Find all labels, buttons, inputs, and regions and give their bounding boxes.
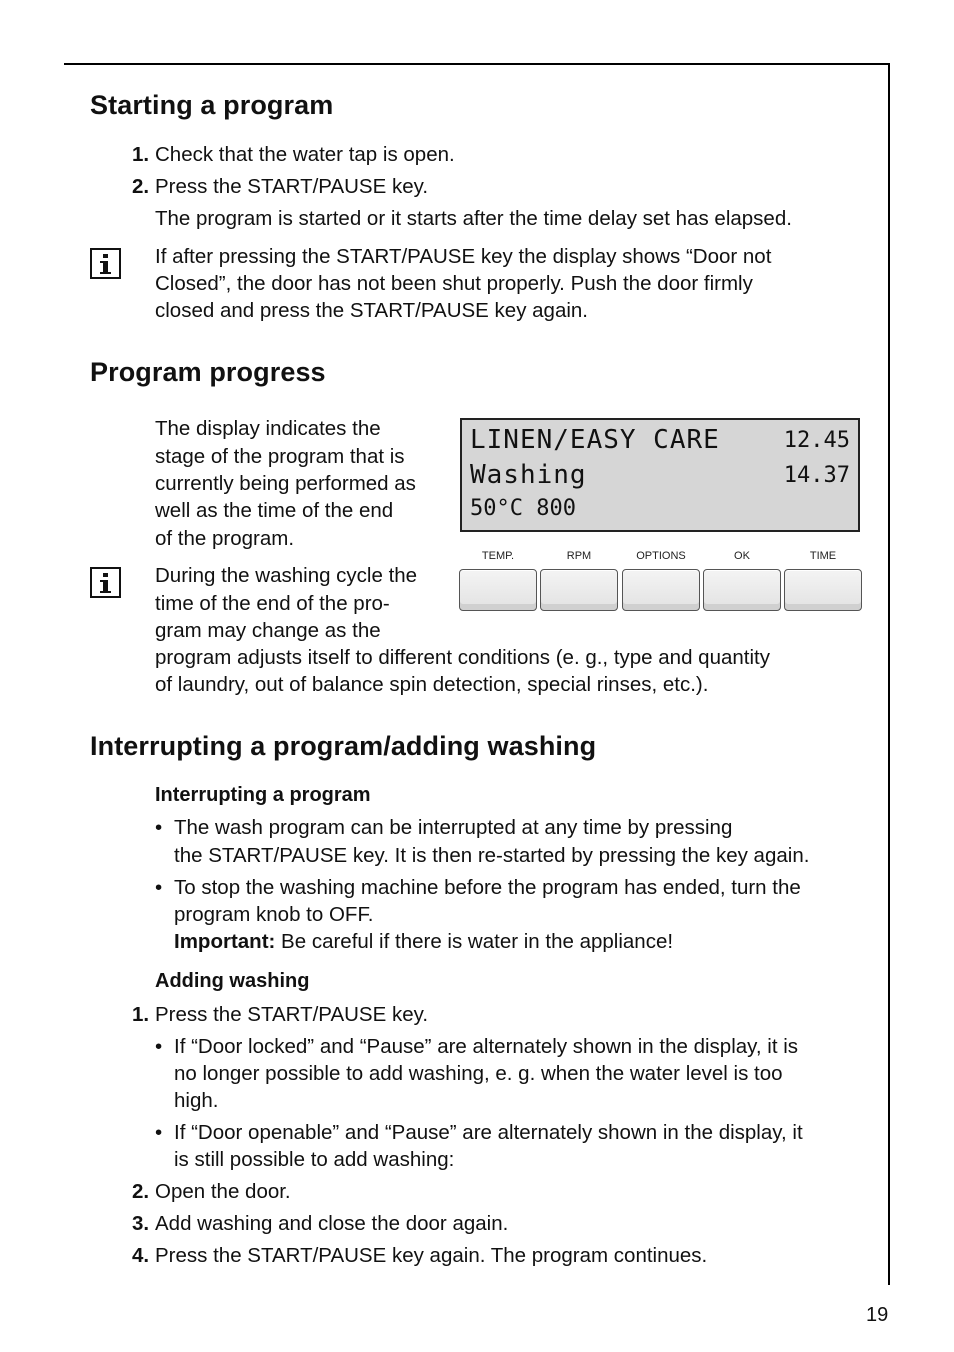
info-text-line: of laundry, out of balance spin detection, special rinses, etc.).	[155, 673, 709, 696]
display-stage: Washing	[470, 460, 587, 490]
info-icon	[90, 567, 121, 598]
heading-starting: Starting a program	[90, 90, 334, 120]
display-row-3: 50°C 800	[470, 496, 576, 521]
info-text-line: time of the end of the pro-	[155, 592, 390, 615]
key-label-time: TIME	[809, 550, 837, 562]
info-text-line: Closed”, the door has not been shut properly. Push the door firmly	[155, 272, 753, 295]
bullet-marker: •	[155, 816, 163, 839]
step-number: 2.	[132, 175, 150, 198]
page-number: 19	[866, 1304, 889, 1326]
display-row-1	[470, 425, 850, 455]
bullet-text-line: is still possible to add washing:	[174, 1148, 455, 1171]
display-program: LINEN/EASY CARE	[470, 425, 720, 455]
top-rule	[64, 63, 890, 65]
bullet-marker: •	[155, 876, 163, 899]
display-row-2	[470, 460, 850, 490]
bullet-text-line: high.	[174, 1089, 219, 1112]
progress-text-line: stage of the program that is	[155, 445, 405, 468]
rpm-key	[540, 569, 618, 611]
washer-display	[460, 418, 860, 532]
bullet-text-line: If “Door openable” and “Pause” are alternately shown in the display, it	[174, 1121, 803, 1144]
right-rule	[888, 63, 890, 1285]
info-text-line: gram may change as the	[155, 619, 381, 642]
bullet-marker: •	[155, 1035, 163, 1058]
bullet-text-line: If “Door locked” and “Pause” are alternately shown in the display, it is	[174, 1035, 799, 1058]
display-time-2: 14.37	[783, 463, 850, 488]
bullet-text-line: To stop the washing machine before the program has ended, turn the	[174, 876, 801, 899]
progress-text-line: well as the time of the end	[155, 499, 394, 522]
step-text: Check that the water tap is open.	[155, 143, 455, 166]
heading-interrupting: Interrupting a program/adding washing	[90, 731, 597, 761]
step-text: Press the START/PAUSE key again. The program continues.	[155, 1244, 708, 1267]
step-number: 3.	[132, 1212, 150, 1235]
key-label-options: OPTIONS	[636, 550, 686, 562]
bullet-text-line: the START/PAUSE key. It is then re-started by pressing the key again.	[174, 844, 810, 867]
step-text: Press the START/PAUSE key.	[155, 1003, 429, 1026]
step-number: 1.	[132, 1003, 150, 1026]
bullet-text-line: program knob to OFF.	[174, 903, 374, 926]
key-label-rpm: RPM	[566, 550, 592, 562]
subheading-interrupting: Interrupting a program	[155, 784, 371, 806]
bullet-text-line: The wash program can be interrupted at any time by pressing	[174, 816, 733, 839]
important-text: Be careful if there is water in the appliance!	[275, 930, 674, 953]
options-key	[622, 569, 700, 611]
subheading-adding: Adding washing	[155, 970, 310, 992]
info-text-line: program adjusts itself to different conditions (e. g., type and quantity	[155, 646, 770, 669]
info-text-line: If after pressing the START/PAUSE key the display shows “Door not	[155, 245, 772, 268]
step-text: Open the door.	[155, 1180, 291, 1203]
important-line	[174, 928, 673, 955]
key-label-ok: OK	[734, 550, 750, 562]
heading-progress: Program progress	[90, 357, 326, 387]
info-text-line: closed and press the START/PAUSE key again.	[155, 299, 588, 322]
progress-text-line: The display indicates the	[155, 417, 381, 440]
ok-key	[703, 569, 781, 611]
step-number: 4.	[132, 1244, 150, 1267]
bullet-text-line: no longer possible to add washing, e. g. when the water level is too	[174, 1062, 783, 1085]
temp-key	[459, 569, 537, 611]
step-note: The program is started or it starts after the time delay set has elapsed.	[155, 207, 792, 230]
step-text: Add washing and close the door again.	[155, 1212, 509, 1235]
progress-text-line: of the program.	[155, 527, 295, 550]
progress-text-line: currently being performed as	[155, 472, 416, 495]
step-text: Press the START/PAUSE key.	[155, 175, 429, 198]
info-text-line: During the washing cycle the	[155, 564, 418, 587]
time-key	[784, 569, 862, 611]
bullet-marker: •	[155, 1121, 163, 1144]
display-time-1: 12.45	[783, 428, 850, 453]
step-number: 2.	[132, 1180, 150, 1203]
key-label-temp: TEMP.	[481, 550, 515, 562]
info-icon	[90, 248, 121, 279]
step-number: 1.	[132, 143, 150, 166]
important-label: Important:	[174, 930, 276, 953]
